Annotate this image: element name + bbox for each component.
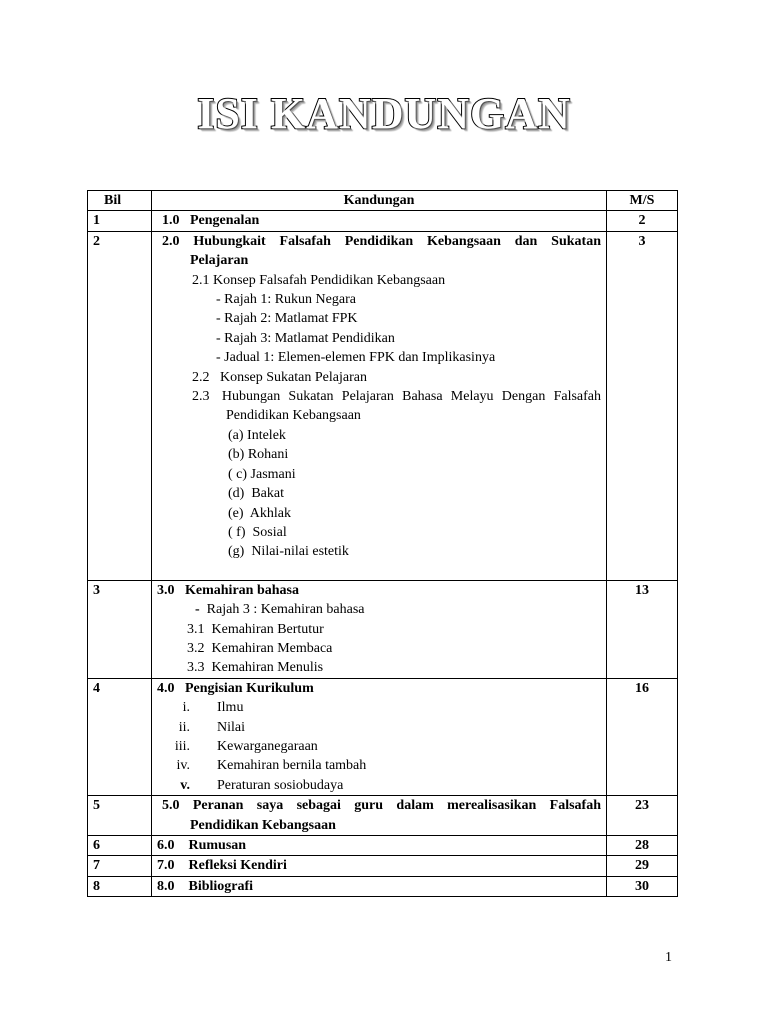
row-content (152, 580, 607, 678)
list-item (157, 600, 601, 619)
item-text: Nilai (217, 719, 245, 735)
list-item: ( f) Sosial (228, 524, 287, 540)
row-content (152, 678, 607, 795)
list-item: ( c) Jasmani (228, 466, 296, 482)
subsection-2-1: 2.1 Konsep Falsafah Pendidikan Kebangsaan (192, 272, 446, 288)
list-item: 3.1 Kemahiran Bertutur (187, 621, 324, 637)
list-item: (g) Nilai-nilai estetik (228, 544, 349, 560)
table-row (88, 876, 678, 896)
table-row (88, 836, 678, 856)
row-bil: 3 (88, 580, 152, 678)
dash: - (195, 602, 200, 618)
item-number: ii. (178, 719, 190, 735)
row-bil: 2 (88, 231, 152, 580)
table-row (88, 678, 678, 795)
table-row (88, 231, 678, 580)
list-item: 3.2 Kemahiran Membaca (187, 640, 333, 656)
list-item (157, 718, 601, 737)
row-heading (152, 856, 607, 876)
header-ms: M/S (607, 191, 678, 211)
row-page: 3 (607, 231, 678, 580)
list-item: (d) Bakat (228, 486, 284, 502)
row-content (152, 231, 607, 580)
page-number: 1 (665, 950, 672, 965)
item-number: iii. (174, 738, 190, 754)
item-text: Kewarganegaraan (217, 738, 318, 754)
header-kandungan: Kandungan (152, 191, 607, 211)
item-text: Peraturan sosiobudaya (217, 777, 344, 793)
heading-line-2: Pendidikan Kebangsaan (190, 817, 336, 833)
row-content (152, 796, 607, 836)
row-page: 30 (607, 876, 678, 896)
list-item (157, 737, 601, 756)
rajah-label: Rajah 3 : Kemahiran bahasa (206, 602, 365, 618)
list-item: (b) Rohani (228, 447, 289, 463)
row-bil: 7 (88, 856, 152, 876)
item-number: i. (182, 700, 190, 716)
subsection-2-2: 2.2 Konsep Sukatan Pelajaran (192, 369, 367, 385)
list-item: - Rajah 1: Rukun Negara (216, 292, 356, 308)
row-bil: 5 (88, 796, 152, 836)
row-bil: 1 (88, 211, 152, 231)
row-page: 29 (607, 856, 678, 876)
list-item (157, 698, 601, 717)
heading-text: 7.0 Refleksi Kendiri (157, 858, 287, 874)
list-item: (a) Intelek (228, 427, 286, 443)
heading-text: 3.0 Kemahiran bahasa (157, 582, 299, 598)
row-page: 23 (607, 796, 678, 836)
row-bil: 6 (88, 836, 152, 856)
list-item (157, 776, 601, 795)
heading-text: 1.0 Pengenalan (162, 213, 260, 229)
table-row (88, 856, 678, 876)
table-header-row (88, 191, 678, 211)
heading-line-1: 2.0 Hubungkait Falsafah Pendidikan Kebangsaan dan Sukatan (162, 233, 601, 249)
contents-table (87, 190, 678, 897)
subsection-2-3-line-1: 2.3 Hubungan Sukatan Pelajaran Bahasa Melayu Dengan Falsafah (192, 389, 601, 405)
item-text: Ilmu (217, 700, 244, 716)
row-heading (152, 876, 607, 896)
list-item: - Rajah 2: Matlamat FPK (216, 311, 358, 327)
heading-text: 8.0 Bibliografi (157, 878, 254, 894)
item-text: Kemahiran bernila tambah (217, 758, 367, 774)
item-number: v. (180, 777, 190, 793)
table-row (88, 580, 678, 678)
row-bil: 8 (88, 876, 152, 896)
heading-text: 4.0 Pengisian Kurikulum (157, 680, 314, 696)
item-number: iv. (176, 758, 190, 774)
row-heading (152, 211, 607, 231)
row-page: 13 (607, 580, 678, 678)
page-title: ISI KANDUNGAN (197, 89, 571, 138)
heading-line-1: 5.0 Peranan saya sebagai guru dalam merealisasikan Falsafah (162, 798, 601, 814)
row-page: 16 (607, 678, 678, 795)
header-bil: Bil (88, 191, 152, 211)
table-row (88, 211, 678, 231)
list-item: (e) Akhlak (228, 505, 291, 521)
list-item: - Rajah 3: Matlamat Pendidikan (216, 330, 395, 346)
row-bil: 4 (88, 678, 152, 795)
list-item: 3.3 Kemahiran Menulis (187, 660, 324, 676)
table-row (88, 796, 678, 836)
subsection-2-3-line-2: Pendidikan Kebangsaan (226, 408, 361, 424)
list-item (157, 756, 601, 775)
row-heading (152, 836, 607, 856)
heading-line-2: Pelajaran (190, 253, 249, 269)
heading-text: 6.0 Rumusan (157, 838, 247, 853)
row-page: 28 (607, 836, 678, 856)
row-page: 2 (607, 211, 678, 231)
list-item: - Jadual 1: Elemen-elemen FPK dan Implikasinya (216, 350, 496, 366)
